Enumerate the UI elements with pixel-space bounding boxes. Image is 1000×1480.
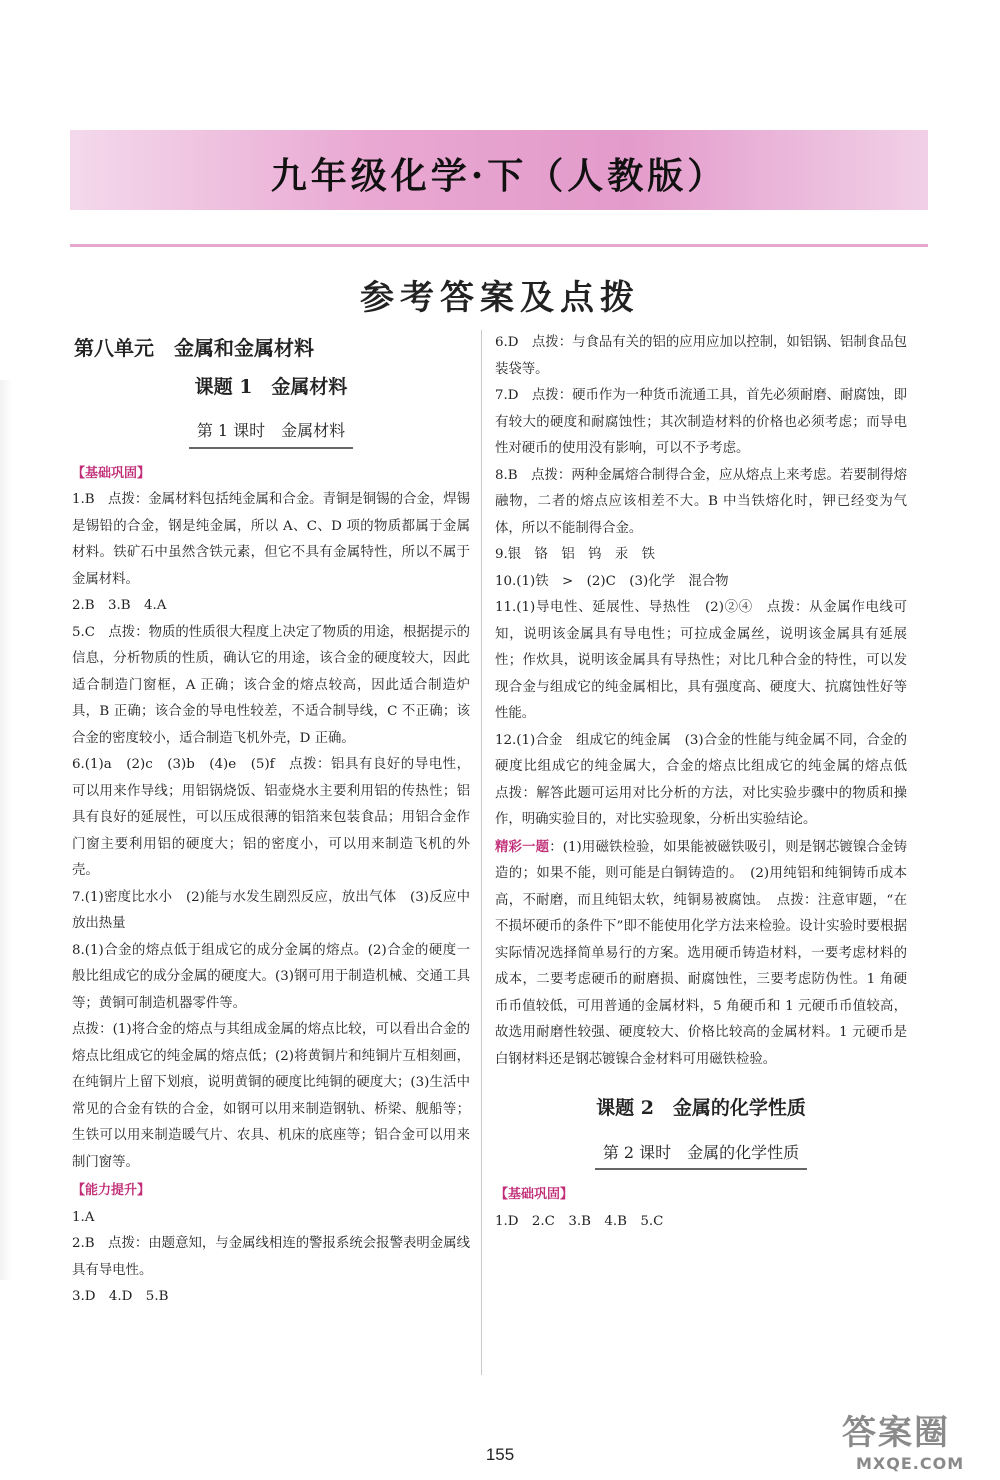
answer-item: 2.B 点拨：由题意知，与金属线相连的警报系统会报警表明金属线具有导电性。 (72, 1236, 470, 1278)
lesson-title-2: 课题 2 金属的化学性质 (596, 1097, 806, 1119)
page-title: 参考答案及点拨 (360, 278, 640, 318)
answer-item: 1.D 2.C 3.B 4.B 5.C (495, 1213, 664, 1229)
answer-item: 12.(1)合金 组成它的纯金属 (3)合金的性能与纯金属不同，合金的硬度比组成它的纯金属大，合金的熔点比组成它的纯金属的熔点低 点拨：解答此题可运用对比分析的方法，对比实验步骤中的物质和操作，明确实验目的，对比实验现象，分析出实验结论。 (495, 732, 921, 827)
answer-item: 8.B 点拨：两种金属熔合制得合金，应从熔点上来考虑。若要制得熔融物，二者的熔点应该相差不大。B 中当铁熔化时，钾已经变为气体，所以不能制得合金。 (495, 467, 907, 536)
period-title-text: 第 1 课时 金属材料 (189, 418, 353, 449)
answer-item: 6.D 点拨：与食品有关的铝的应用应加以控制，如铝锅、铝制食品包装袋等。 (495, 335, 907, 377)
answer-item: 5.C 点拨：物质的性质很大程度上决定了物质的用途，根据提示的信息，分析物质的性质，确认它的用途，该合金的硬度较大，因此适合制造门窗框，A 正确；该合金的熔点较高，因此适合制造炉具，B 正确；该合金的导电性较差，不适合制导线，C 不正确；该合金的密度较小，适合制造飞机外壳，D 正确。 (72, 624, 470, 746)
highlight-label: 精彩一题 (495, 838, 550, 855)
column-divider (481, 330, 482, 1375)
lesson-title: 课题 1 金属材料 (194, 375, 348, 398)
answer-item: 3.D 4.D 5.B (72, 1289, 169, 1304)
answer-item: 7.D 点拨：硬币作为一种货币流通工具，首先必须耐磨、耐腐蚀，即有较大的硬度和耐腐蚀性；其次制造材料的价格也必须考虑；而导电性对硬币的使用没有影响，可以不予考虑。 (495, 388, 907, 456)
answer-item: 10.(1)铁 > (2)C (3)化学 混合物 (495, 573, 729, 589)
left-column (72, 330, 470, 1311)
highlight-answer (495, 834, 907, 1074)
answer-item: 6.(1)a (2)c (3)b (4)e (5)f 点拨：铝具有良好的导电性，可以用来作导线；用铝锅烧饭、铝壶烧水主要利用铝的传热性；铝具有良好的延展性，可以压成很薄的铝箔来包装食品；用铝合金作门窗主要利用铝的硬度大；铝的密度小，可以用来制造飞机的外壳。 (72, 757, 470, 878)
section-basic-2: 【基础巩固】 (495, 1187, 574, 1202)
answer-item: 7.(1)密度比水小 (2)能与水发生剧烈反应，放出气体 (3)反应中放出热量 (72, 889, 470, 931)
answer-item: 1.A (72, 1209, 95, 1225)
answer-item: 1.B 点拨：金属材料包括纯金属和合金。青铜是铜锡的合金，焊锡是锡铅的合金，钢是纯金属，所以 A、C、D 项的物质都属于金属材料。铁矿石中虽然含铁元素，但它不具有金属特性，所以不属于金属材料。 (72, 492, 470, 587)
watermark-logo (842, 1405, 992, 1475)
right-column (495, 330, 921, 1235)
answer-item: 8.(1)合金的熔点低于组成它的成分金属的熔点。(2)合金的硬度一般比组成它的成分金属的硬度大。(3)钢可用于制造机械、交通工具等；黄铜可制造机器零件等。 (72, 942, 470, 1011)
answer-item: 9.银 铬 铝 钨 汞 铁 (495, 547, 656, 562)
answer-tip: 点拨：(1)将合金的熔点与其组成金属的熔点比较，可以看出合金的熔点比组成它的纯金属的熔点低；(2)将黄铜片和纯铜片互相刻画，在纯铜片上留下划痕，说明黄铜的硬度比纯铜的硬度大；(3)生活中常见的合金有铁的合金，如钢可以用来制造钢轨、桥梁、舰船等；生铁可以用来制造暖气片、农具、机床的底座等；铝合金可以用来制门窗等。 (72, 1022, 470, 1170)
answer-item: 11.(1)导电性、延展性、导热性 (2)②④ 点拨：从金属作电线可知，说明该金属具有导电性；可拉成金属丝，说明该金属具有延展性；作炊具，说明该金属具有导热性；对比几种合金的特性，可以发现合金与组成它的纯金属相比，具有强度高、硬度大、抗腐蚀性好等性能。 (495, 600, 907, 721)
header-divider (70, 244, 928, 247)
unit-title: 第八单元 金属和金属材料 (74, 336, 314, 360)
answer-item: 2.B 3.B 4.A (72, 598, 167, 613)
watermark-text: 答案圈 (842, 1413, 950, 1453)
period-title-2 (495, 1140, 907, 1171)
section-basic: 【基础巩固】 (72, 465, 151, 481)
period-title (72, 418, 470, 449)
header-banner (70, 130, 928, 210)
highlight-text: ：(1)用磁铁检验，如果能被磁铁吸引，则是钢芯镀镍合金铸造的；如果不能，则可能是白铜铸造的。 (2)用纯铝和纯铜铸币成本高，不耐磨，而且纯铝太软，纯铜易被腐蚀。 点拨：注意审题，“在不损坏硬币的条件下”即不能使用化学方法来检验。设计实验时要根据实际情况选择简单易行的方案。选用硬币铸造材料，一要考虑材料的成本，二要考虑硬币的耐磨损、耐腐蚀性，三要考虑防伪性。1 角硬币币值较低，可用普通的金属材料，5 角硬币和 1 元硬币币值较高，故选用耐磨性较强、硬度较大、价格比较高的金属材料。1 元硬币是白钢材料还是钢芯镀镍合金材料可用磁铁检验。 (495, 839, 908, 1067)
watermark-url: MXQE.COM (856, 1454, 965, 1473)
section-ability: 【能力提升】 (72, 1183, 151, 1198)
period-title-2-text: 第 2 课时 金属的化学性质 (595, 1140, 807, 1171)
page-number: 155 (485, 1445, 515, 1464)
scan-gutter-shadow (0, 380, 12, 1280)
book-title: 九年级化学·下（人教版） (270, 155, 728, 197)
